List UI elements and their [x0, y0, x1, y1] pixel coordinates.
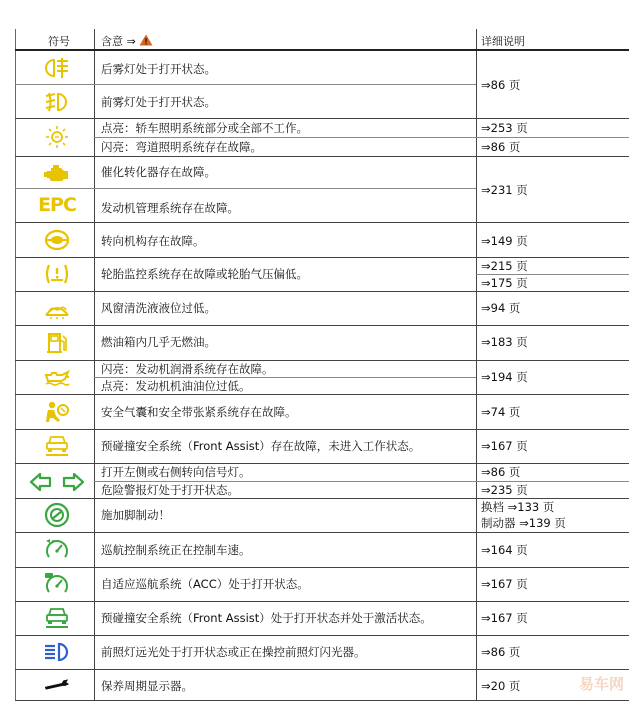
row-ref: ⇒74 页 — [481, 405, 521, 419]
fuel-icon — [43, 329, 71, 357]
epc-icon — [38, 191, 76, 219]
row-text: 闪亮：弯道照明系统存在故障。 — [101, 140, 262, 154]
row-text: 安全气囊和安全带张紧系统存在故障。 — [101, 405, 297, 419]
catalyst-icon — [43, 159, 71, 187]
row-ref: ⇒231 页 — [481, 183, 528, 197]
front-assist-icon — [43, 432, 71, 460]
row-ref: ⇒86 页 — [481, 645, 521, 659]
row-ref: 换档 ⇒133 页 — [481, 500, 555, 514]
row-ref: ⇒167 页 — [481, 439, 528, 453]
indicator-table — [15, 29, 629, 701]
row-ref: ⇒167 页 — [481, 577, 528, 591]
row-ref: ⇒215 页 — [481, 259, 528, 273]
row-ref: ⇒86 页 — [481, 78, 521, 92]
row-text: 前照灯远光处于打开状态或正在操控前照灯闪光器。 — [101, 645, 366, 659]
brake-pedal-icon — [43, 501, 71, 529]
steering-icon — [43, 226, 71, 254]
airbag-icon — [43, 398, 71, 426]
row-ref: ⇒94 页 — [481, 301, 521, 315]
wrench-icon — [43, 672, 71, 698]
row-text: 风窗清洗液液位过低。 — [101, 301, 216, 315]
row-text: 催化转化器存在故障。 — [101, 165, 216, 179]
row-text: 点亮：轿车照明系统部分或全部不工作。 — [101, 121, 308, 135]
watermark: 易车网 — [578, 675, 624, 693]
row-ref: ⇒149 页 — [481, 234, 528, 248]
oil-icon — [43, 362, 71, 392]
row-text: 施加脚制动！ — [101, 508, 170, 522]
row-ref: ⇒167 页 — [481, 611, 528, 625]
row-ref: 制动器 ⇒139 页 — [481, 516, 566, 530]
row-text: 后雾灯处于打开状态。 — [101, 62, 216, 76]
row-text: 闪亮：发动机润滑系统存在故障。 — [101, 362, 274, 376]
row-text: 转向机构存在故障。 — [101, 234, 205, 248]
row-text: 预碰撞安全系统（Front Assist）处于打开状态并处于激活状态。 — [101, 611, 432, 625]
row-ref: ⇒175 页 — [481, 276, 528, 290]
row-text: 发动机管理系统存在故障。 — [101, 201, 239, 215]
turn-signal-icon — [29, 468, 85, 496]
cruise-icon — [43, 535, 71, 563]
header-symbol: 符号 — [48, 35, 70, 48]
row-ref: ⇒86 页 — [481, 465, 521, 479]
header-meaning-label: 含意 ⇒ — [101, 35, 136, 48]
washer-icon — [43, 295, 71, 323]
row-text: 前雾灯处于打开状态。 — [101, 95, 216, 109]
row-text: 打开左侧或右侧转向信号灯。 — [101, 465, 251, 479]
epc-text: EPC — [38, 194, 76, 216]
warning-triangle-icon — [139, 34, 153, 46]
row-ref: ⇒253 页 — [481, 121, 528, 135]
row-text: 危险警报灯处于打开状态。 — [101, 483, 239, 497]
acc-icon — [43, 570, 71, 598]
row-text: 轮胎监控系统存在故障或轮胎气压偏低。 — [101, 267, 308, 281]
high-beam-icon — [43, 638, 71, 666]
row-ref: ⇒164 页 — [481, 543, 528, 557]
row-text: 燃油箱内几乎无燃油。 — [101, 335, 216, 349]
row-text: 预碰撞安全系统（Front Assist）存在故障，未进入工作状态。 — [101, 439, 421, 453]
row-ref: ⇒194 页 — [481, 370, 528, 384]
row-text: 自适应巡航系统（ACC）处于打开状态。 — [101, 577, 309, 591]
row-ref: ⇒20 页 — [481, 679, 521, 693]
header-detail: 详细说明 — [481, 35, 525, 48]
row-ref: ⇒235 页 — [481, 483, 528, 497]
front-fog-icon — [43, 88, 71, 116]
row-text: 巡航控制系统正在控制车速。 — [101, 543, 251, 557]
front-assist-active-icon — [43, 604, 71, 632]
rear-fog-icon — [43, 54, 71, 82]
tpms-icon — [43, 260, 71, 288]
row-text: 点亮：发动机机油油位过低。 — [101, 379, 251, 393]
row-text: 保养周期显示器。 — [101, 679, 193, 693]
bulb-icon — [43, 122, 71, 152]
row-ref: ⇒86 页 — [481, 140, 521, 154]
row-ref: ⇒183 页 — [481, 335, 528, 349]
